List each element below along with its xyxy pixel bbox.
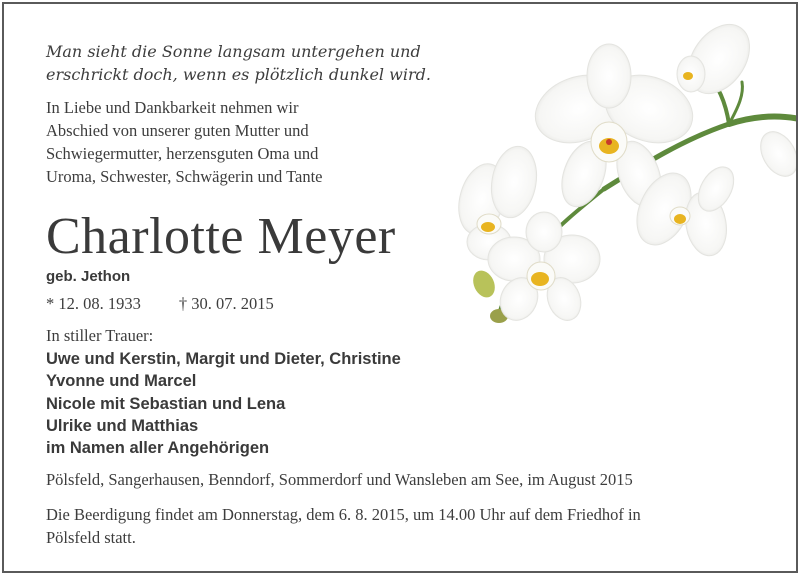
family-line: im Namen aller Angehörigen <box>46 439 270 458</box>
family-line: Ulrike und Matthias <box>46 416 199 435</box>
funeral-info <box>46 503 641 549</box>
deceased-name: Charlotte Meyer <box>46 208 396 265</box>
funeral-line: Pölsfeld statt. <box>46 528 136 547</box>
intro-line: Abschied von unserer guten Mutter und <box>46 121 309 140</box>
family-list <box>46 348 401 459</box>
orchid-image <box>444 14 798 334</box>
obituary-notice <box>2 2 798 573</box>
birth-name: geb. Jethon <box>46 268 131 285</box>
intro-line: Uroma, Schwester, Schwägerin und Tante <box>46 167 323 186</box>
family-line: Nicole mit Sebastian und Lena <box>46 394 286 413</box>
intro-text <box>46 96 322 188</box>
places-and-date: Pölsfeld, Sangerhausen, Benndorf, Sommerdorf und Wansleben am See, im August 2015 <box>46 470 633 489</box>
quote-line: erschrickt doch, wenn es plötzlich dunkel wird. <box>46 65 431 84</box>
family-line: Uwe und Kerstin, Margit und Dieter, Christine <box>46 350 401 368</box>
intro-line: In Liebe und Dankbarkeit nehmen wir <box>46 98 299 117</box>
intro-line: Schwiegermutter, herzensguten Oma und <box>46 144 319 163</box>
death-date: † 30. 07. 2015 <box>178 294 274 313</box>
mourning-label: In stiller Trauer: <box>46 326 154 345</box>
birth-date: * 12. 08. 1933 <box>46 294 141 313</box>
funeral-line: Die Beerdigung findet am Donnerstag, dem 6. 8. 2015, um 14.00 Uhr auf dem Friedhof in <box>46 505 641 524</box>
quote <box>46 40 431 86</box>
quote-line: Man sieht die Sonne langsam untergehen und <box>46 42 421 61</box>
family-line: Yvonne und Marcel <box>46 372 197 391</box>
life-dates <box>46 294 274 314</box>
